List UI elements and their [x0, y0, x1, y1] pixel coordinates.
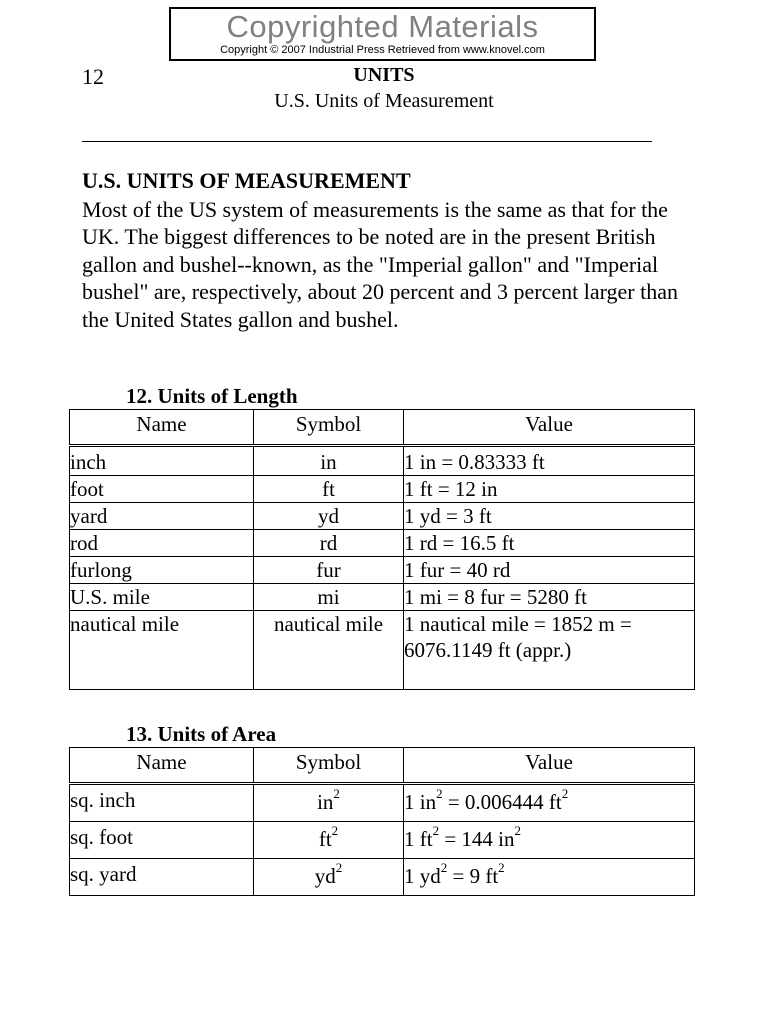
- symbol-exponent: 2: [335, 860, 343, 875]
- banner-title: Copyrighted Materials: [226, 9, 539, 44]
- unit-name-cell: sq. yard: [70, 859, 254, 896]
- table-row: [70, 784, 695, 822]
- column-header-value: Value: [404, 748, 695, 784]
- column-header-name: Name: [70, 410, 254, 446]
- value-left-exponent: 2: [440, 860, 448, 875]
- table-row: [70, 611, 695, 690]
- unit-value-cell: 1 ft = 12 in: [404, 476, 695, 503]
- unit-symbol-cell: [254, 784, 404, 822]
- column-header-name: Name: [70, 748, 254, 784]
- value-right-exponent: 2: [498, 860, 505, 875]
- value-left: 1 yd: [404, 864, 441, 888]
- table-header-row: [70, 410, 695, 446]
- unit-value-cell: 1 fur = 40 rd: [404, 557, 695, 584]
- copyright-banner: [169, 7, 596, 61]
- unit-name-cell: foot: [70, 476, 254, 503]
- unit-symbol-cell: yd: [254, 503, 404, 530]
- value-left-exponent: 2: [432, 823, 440, 838]
- value-right: = 144 in: [439, 827, 515, 851]
- symbol-base: ft: [318, 827, 332, 851]
- unit-symbol-cell: nautical mile: [254, 611, 404, 690]
- unit-name-cell: furlong: [70, 557, 254, 584]
- unit-name-cell: sq. foot: [70, 822, 254, 859]
- unit-name-cell: nautical mile: [70, 611, 254, 690]
- symbol-exponent: 2: [333, 786, 340, 801]
- unit-symbol-cell: rd: [254, 530, 404, 557]
- section-heading: U.S. UNITS OF MEASUREMENT: [82, 168, 411, 193]
- unit-name-cell: rod: [70, 530, 254, 557]
- table-row: [70, 859, 695, 896]
- column-header-symbol: Symbol: [254, 748, 404, 784]
- length-units-table: [69, 409, 695, 690]
- unit-value-cell: 1 in = 0.83333 ft: [404, 446, 695, 476]
- banner-copyright-line: Copyright © 2007 Industrial Press Retrieved from www.knovel.com: [220, 44, 545, 56]
- value-left-exponent: 2: [436, 786, 443, 801]
- table-row: [70, 822, 695, 859]
- symbol-exponent: 2: [331, 823, 339, 838]
- table-row: [70, 446, 695, 476]
- symbol-base: in: [317, 790, 334, 814]
- unit-value-cell: [404, 822, 695, 859]
- unit-value-cell: 1 nautical mile = 1852 m = 6076.1149 ft (appr.): [404, 611, 695, 690]
- header-divider: [82, 141, 652, 142]
- unit-name-cell: yard: [70, 503, 254, 530]
- unit-value-cell: 1 rd = 16.5 ft: [404, 530, 695, 557]
- unit-name-cell: inch: [70, 446, 254, 476]
- table-row: [70, 557, 695, 584]
- value-right: = 9 ft: [447, 864, 499, 888]
- page-number: 12: [82, 64, 104, 89]
- value-right-exponent: 2: [514, 823, 522, 838]
- unit-symbol-cell: ft: [254, 476, 404, 503]
- table-row: [70, 503, 695, 530]
- table-row: [70, 530, 695, 557]
- area-units-table: [69, 747, 695, 896]
- symbol-base: yd: [314, 864, 336, 888]
- unit-name-cell: U.S. mile: [70, 584, 254, 611]
- unit-symbol-cell: [254, 822, 404, 859]
- value-right: = 0.006444 ft: [442, 790, 562, 814]
- running-header-subtitle: U.S. Units of Measurement: [274, 90, 494, 112]
- unit-value-cell: 1 yd = 3 ft: [404, 503, 695, 530]
- table-header-row: [70, 748, 695, 784]
- unit-value-cell: [404, 784, 695, 822]
- value-left: 1 in: [404, 790, 437, 814]
- value-right-exponent: 2: [561, 786, 569, 801]
- value-left: 1 ft: [404, 827, 433, 851]
- section-body: Most of the US system of measurements is the same as that for the UK. The biggest differences to be noted are in the present British gallon and bushel--known, as the "Imperial gallon" and "Imperial bushel" are, respectively, about 20 percent and 3 percent larger than the United States gallon and bushel.: [82, 197, 679, 332]
- table-row: [70, 476, 695, 503]
- area-table-caption: 13. Units of Area: [126, 722, 277, 746]
- unit-symbol-cell: [254, 859, 404, 896]
- unit-symbol-cell: in: [254, 446, 404, 476]
- running-header-title: UNITS: [353, 64, 415, 86]
- unit-value-cell: 1 mi = 8 fur = 5280 ft: [404, 584, 695, 611]
- column-header-symbol: Symbol: [254, 410, 404, 446]
- unit-symbol-cell: fur: [254, 557, 404, 584]
- unit-value-cell: [404, 859, 695, 896]
- column-header-value: Value: [404, 410, 695, 446]
- unit-symbol-cell: mi: [254, 584, 404, 611]
- length-table-caption: 12. Units of Length: [126, 384, 298, 408]
- table-row: [70, 584, 695, 611]
- unit-name-cell: sq. inch: [70, 784, 254, 822]
